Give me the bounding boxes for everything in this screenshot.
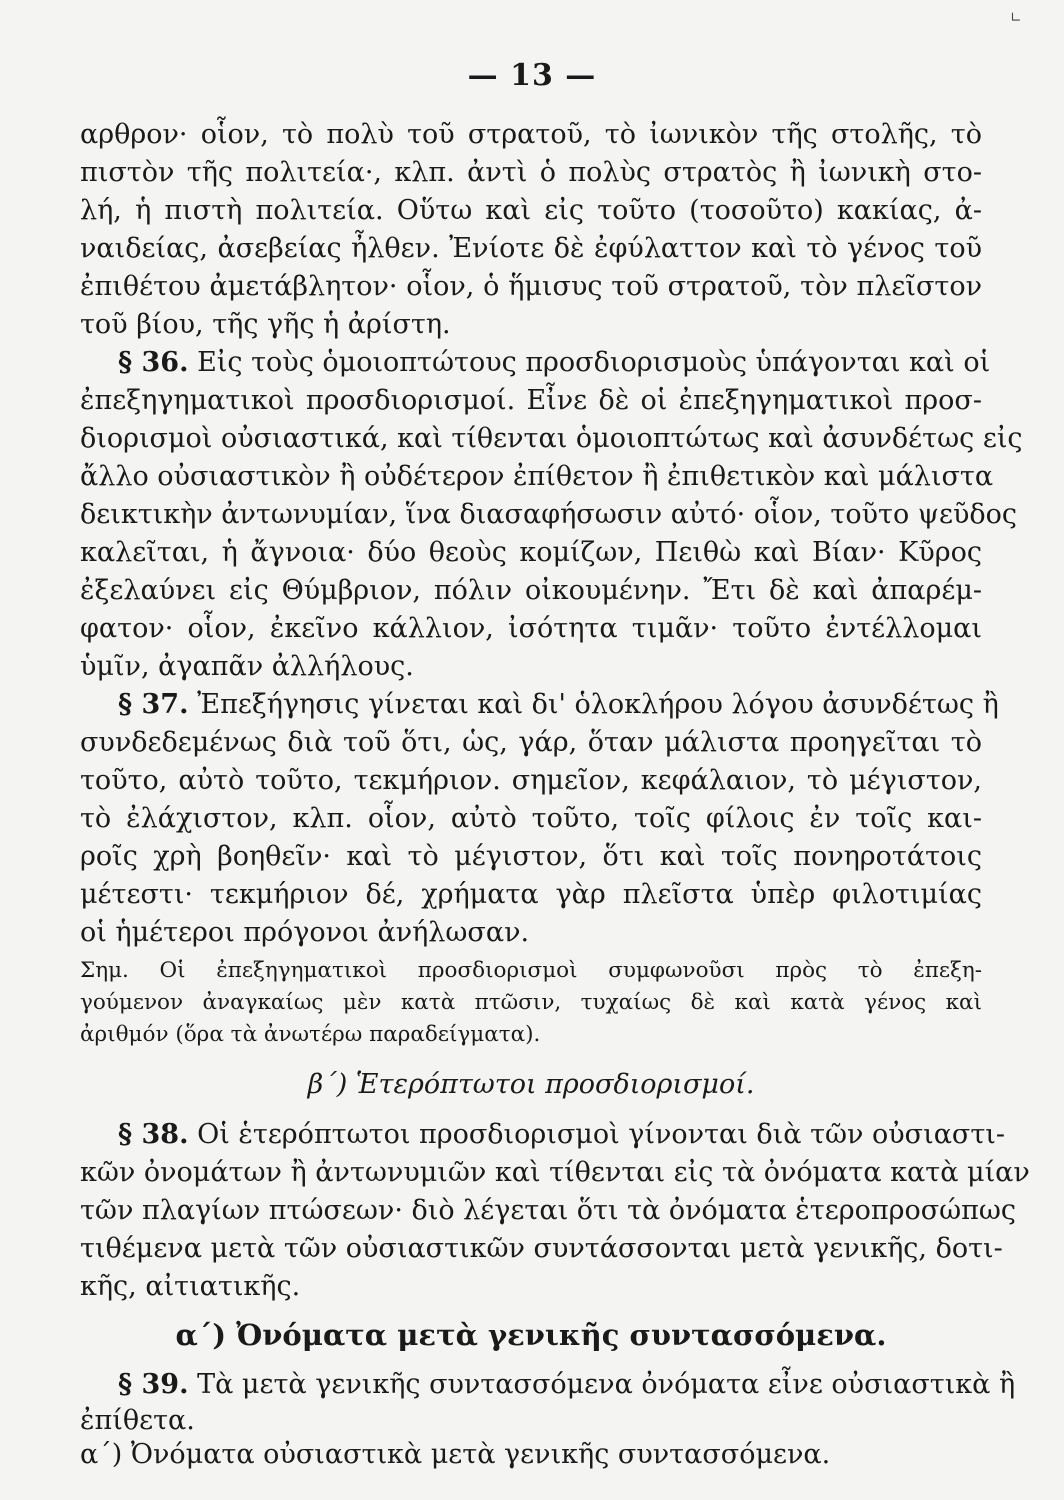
- text-line: ἐπίθετα.: [80, 1405, 195, 1436]
- heading-a: α΄) Ὀνόματα μετὰ γενικῆς συντασσόμενα.: [175, 1318, 887, 1352]
- note-line: Σημ. Οἱ ἐπεξηγηματικοὶ προσδιορισμοὶ συμφωνοῦσι πρὸς τὸ ἐπεξη-: [80, 958, 982, 983]
- section-number: § 37.: [118, 689, 189, 720]
- section-text: Εἰς τοὺς ὁμοιοπτώτους προσδιορισμοὺς ὑπάγονται καὶ οἱ: [197, 347, 991, 378]
- text-line: κῶν ὀνομάτων ἢ ἀντωνυμιῶν καὶ τίθενται εἰς τὰ ὀνόματα κατὰ μίαν: [80, 1157, 1030, 1188]
- text-line: λή, ἡ πιστὴ πολιτεία. Οὕτω καὶ εἰς τοῦτο (τοσοῦτο) κακίας, ἀ-: [80, 195, 982, 226]
- section-number: § 38.: [118, 1119, 189, 1150]
- section-text: Τὰ μετὰ γενικῆς συντασσόμενα ὀνόματα εἶνε οὐσιαστικὰ ἢ: [197, 1369, 1016, 1400]
- text-line: καλεῖται, ἡ ἄγνοια· δύο θεοὺς κομίζων, Πειθὼ καὶ Βίαν· Κῦρος: [80, 537, 982, 568]
- page-number: — 13 —: [467, 58, 597, 93]
- note-line: γούμενον ἀναγκαίως μὲν κατὰ πτῶσιν, τυχαίως δὲ καὶ κατὰ γένος καὶ: [80, 990, 982, 1015]
- text-line: τιθέμενα μετὰ τῶν οὐσιαστικῶν συντάσσονται μετὰ γενικῆς, δοτι-: [80, 1233, 1003, 1264]
- section-37-first-line: [80, 688, 999, 722]
- section-text: Οἱ ἑτερόπτωτοι προσδιορισμοὶ γίνονται διὰ τῶν οὐσιαστι-: [197, 1119, 1006, 1150]
- text-line: ναιδείας, ἀσεβείας ἦλθεν. Ἐνίοτε δὲ ἐφύλαττον καὶ τὸ γένος τοῦ: [80, 233, 982, 264]
- text-line: τὸ ἐλάχιστον, κλπ. οἷον, αὐτὸ τοῦτο, τοῖς φίλοις ἐν τοῖς και-: [80, 803, 982, 834]
- text-line: τοῦτο, αὐτὸ τοῦτο, τεκμήριον. σημεῖον, κεφάλαιον, τὸ μέγιστον,: [80, 765, 982, 796]
- section-number: § 39.: [118, 1369, 189, 1400]
- text-line: τοῦ βίου, τῆς γῆς ἡ ἀρίστη.: [80, 309, 451, 340]
- corner-mark: ∟: [1010, 10, 1022, 26]
- note-line: ἀριθμόν (ὅρα τὰ ἀνωτέρω παραδείγματα).: [80, 1022, 541, 1047]
- text-line: φατον· οἷον, ἐκεῖνο κάλλιον, ἰσότητα τιμᾶν· τοῦτο ἐντέλλομαι: [80, 613, 982, 644]
- text-line: οἱ ἡμέτεροι πρόγονοι ἀνήλωσαν.: [80, 917, 530, 948]
- text-line: συνδεδεμένως διὰ τοῦ ὅτι, ὡς, γάρ, ὅταν μάλιστα προηγεῖται τὸ: [80, 727, 982, 758]
- text-line: ροῖς χρὴ βοηθεῖν· καὶ τὸ μέγιστον, ὅτι καὶ τοῖς πονηροτάτοις: [80, 841, 982, 872]
- section-38-first-line: [80, 1118, 1006, 1152]
- text-line: ἐπιθέτου ἀμετάβλητον· οἷον, ὁ ἥμισυς τοῦ στρατοῦ, τὸν πλεῖστον: [80, 271, 982, 302]
- section-39-first-line: [80, 1368, 1016, 1402]
- subheading-a2: α΄) Ὀνόματα οὐσιαστικὰ μετὰ γενικῆς συντασσόμενα.: [80, 1439, 831, 1470]
- section-text: Ἐπεξήγησις γίνεται καὶ δι' ὁλοκλήρου λόγου ἀσυνδέτως ἢ: [197, 689, 999, 720]
- text-line: κῆς, αἰτιατικῆς.: [80, 1271, 301, 1302]
- section-number: § 36.: [118, 347, 189, 378]
- text-line: ἄλλο οὐσιαστικὸν ἢ οὐδέτερον ἐπίθετον ἢ ἐπιθετικὸν καὶ μάλιστα: [80, 461, 994, 492]
- text-line: τῶν πλαγίων πτώσεων· διὸ λέγεται ὅτι τὰ ὀνόματα ἑτεροπροσώπως: [80, 1195, 1017, 1226]
- text-line: πιστὸν τῆς πολιτεία·, κλπ. ἀντὶ ὁ πολὺς στρατὸς ἢ ἰωνικὴ στο-: [80, 157, 982, 188]
- subheading-b: β΄) Ἑτερόπτωτοι προσδιορισμοί.: [307, 1069, 755, 1100]
- section-36-first-line: [80, 346, 991, 380]
- text-line: ἐξελαύνει εἰς Θύμβριον, πόλιν οἰκουμένην. Ἔτι δὲ καὶ ἀπαρέμ-: [80, 575, 982, 606]
- text-line: αρθρον· οἷον, τὸ πολὺ τοῦ στρατοῦ, τὸ ἰωνικὸν τῆς στολῆς, τὸ: [80, 119, 982, 150]
- text-line: ἐπεξηγηματικοὶ προσδιορισμοί. Εἶνε δὲ οἱ ἐπεξηγηματικοὶ προσ-: [80, 385, 982, 416]
- text-line: ὑμῖν, ἀγαπᾶν ἀλλήλους.: [80, 651, 414, 682]
- text-line: δεικτικὴν ἀντωνυμίαν, ἵνα διασαφήσωσιν αὐτό· οἷον, τοῦτο ψεῦδος: [80, 499, 1018, 530]
- text-line: μέτεστι· τεκμήριον δέ, χρήματα γὰρ πλεῖστα ὑπὲρ φιλοτιμίας: [80, 879, 982, 910]
- text-line: διορισμοὶ οὐσιαστικά, καὶ τίθενται ὁμοιοπτώτως καὶ ἀσυνδέτως εἰς: [80, 423, 1023, 454]
